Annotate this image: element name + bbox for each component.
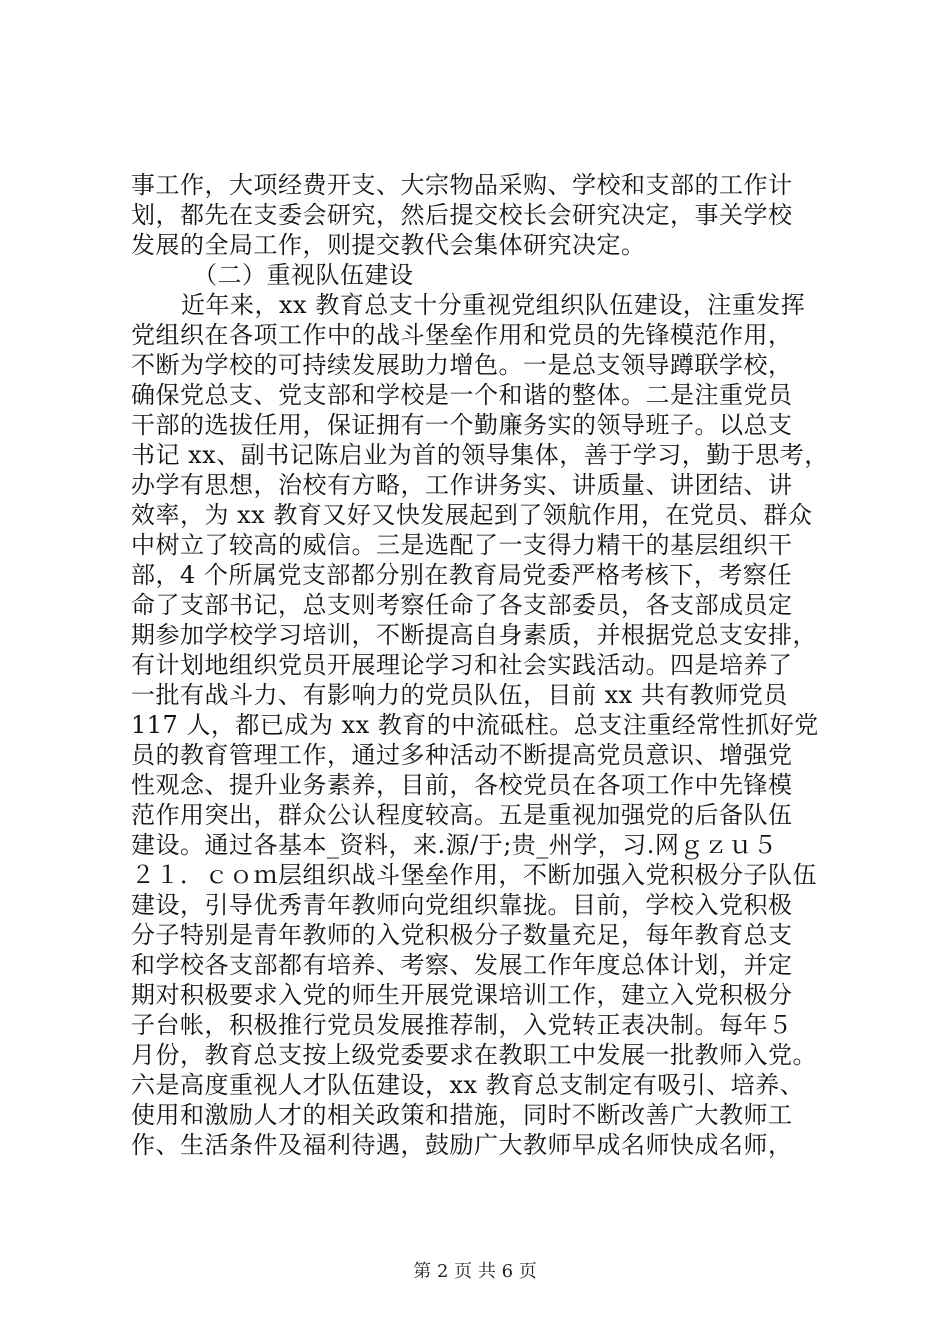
paragraph-line: 命了支部书记，总支则考察任命了各支部委员，各支部成员定: [131, 591, 793, 619]
paragraph-line: 和学校各支部都有培养、考察、发展工作年度总体计划，并定: [131, 951, 793, 979]
paragraph-line: 作、生活条件及福利待遇，鼓励广大教师早成名师快成名师，: [131, 1131, 793, 1159]
page-footer: [0, 1260, 950, 1284]
page-number-label: 第 2 页 共 6 页: [413, 1261, 537, 1282]
paragraph-line: 有计划地组织党员开展理论学习和社会实践活动。四是培养了: [131, 651, 793, 679]
paragraph-line: 党组织在各项工作中的战斗堡垒作用和党员的先锋模范作用，: [131, 321, 793, 349]
paragraph-line: 117 人，都已成为 xx 教育的中流砥柱。总支注重经常性抓好党: [131, 711, 819, 739]
paragraph-line: 干部的选拔任用，保证拥有一个勤廉务实的领导班子。以总支: [131, 411, 793, 439]
paragraph-line: 使用和激励人才的相关政策和措施，同时不断改善广大教师工: [131, 1101, 793, 1129]
paragraph-line: 六是高度重视人才队伍建设，xx 教育总支制定有吸引、培养、: [131, 1071, 805, 1099]
paragraph-line: 中树立了较高的威信。三是选配了一支得力精干的基层组织干: [131, 531, 793, 559]
paragraph-line: 划，都先在支委会研究，然后提交校长会研究决定，事关学校: [131, 201, 793, 229]
document-body: [131, 170, 831, 1160]
paragraph-line: 部，4 个所属党支部都分别在教育局党委严格考核下，考察任: [131, 561, 792, 589]
section-heading: （二）重视队伍建设: [193, 261, 414, 289]
paragraph-line: 发展的全局工作，则提交教代会集体研究决定。: [131, 231, 646, 259]
paragraph-line: 书记 xx、副书记陈启业为首的领导集体，善于学习，勤于思考，: [131, 441, 829, 469]
paragraph-line: 不断为学校的可持续发展助力增色。一是总支领导蹲联学校，: [131, 351, 793, 379]
paragraph-line: 建设，引导优秀青年教师向党组织靠拢。目前，学校入党积极: [131, 891, 793, 919]
paragraph-line: 月份，教育总支按上级党委要求在教职工中发展一批教师入党。: [131, 1041, 817, 1069]
paragraph-line: 效率，为 xx 教育又好又快发展起到了领航作用，在党员、群众: [131, 501, 813, 529]
paragraph-line: 子台帐，积极推行党员发展推荐制，入党转正表决制。每年５: [131, 1011, 793, 1039]
paragraph-line: 范作用突出，群众公认程度较高。五是重视加强党的后备队伍: [131, 801, 793, 829]
paragraph-line: ２１．ｃｏｍ层组织战斗堡垒作用，不断加强入党积极分子队伍: [131, 861, 817, 889]
paragraph-line: 性观念、提升业务素养，目前，各校党员在各项工作中先锋模: [131, 771, 793, 799]
paragraph-line: 近年来，xx 教育总支十分重视党组织队伍建设，注重发挥: [181, 291, 806, 319]
paragraph-line: 期对积极要求入党的师生开展党课培训工作，建立入党积极分: [131, 981, 793, 1009]
paragraph-line: 确保党总支、党支部和学校是一个和谐的整体。二是注重党员: [131, 381, 793, 409]
paragraph-line: 建设。通过各基本_资料，来.源/于;贵_州学，习.网ｇｚｕ５: [131, 831, 778, 859]
paragraph-line: 办学有思想，治校有方略，工作讲务实、讲质量、讲团结、讲: [131, 471, 793, 499]
paragraph-line: 分子特别是青年教师的入党积极分子数量充足，每年教育总支: [131, 921, 793, 949]
paragraph-line: 事工作，大项经费开支、大宗物品采购、学校和支部的工作计: [131, 171, 793, 199]
paragraph-line: 期参加学校学习培训，不断提高自身素质，并根据党总支安排，: [131, 621, 817, 649]
paragraph-line: 员的教育管理工作，通过多种活动不断提高党员意识、增强党: [131, 741, 793, 769]
paragraph-line: 一批有战斗力、有影响力的党员队伍，目前 xx 共有教师党员: [131, 681, 788, 709]
